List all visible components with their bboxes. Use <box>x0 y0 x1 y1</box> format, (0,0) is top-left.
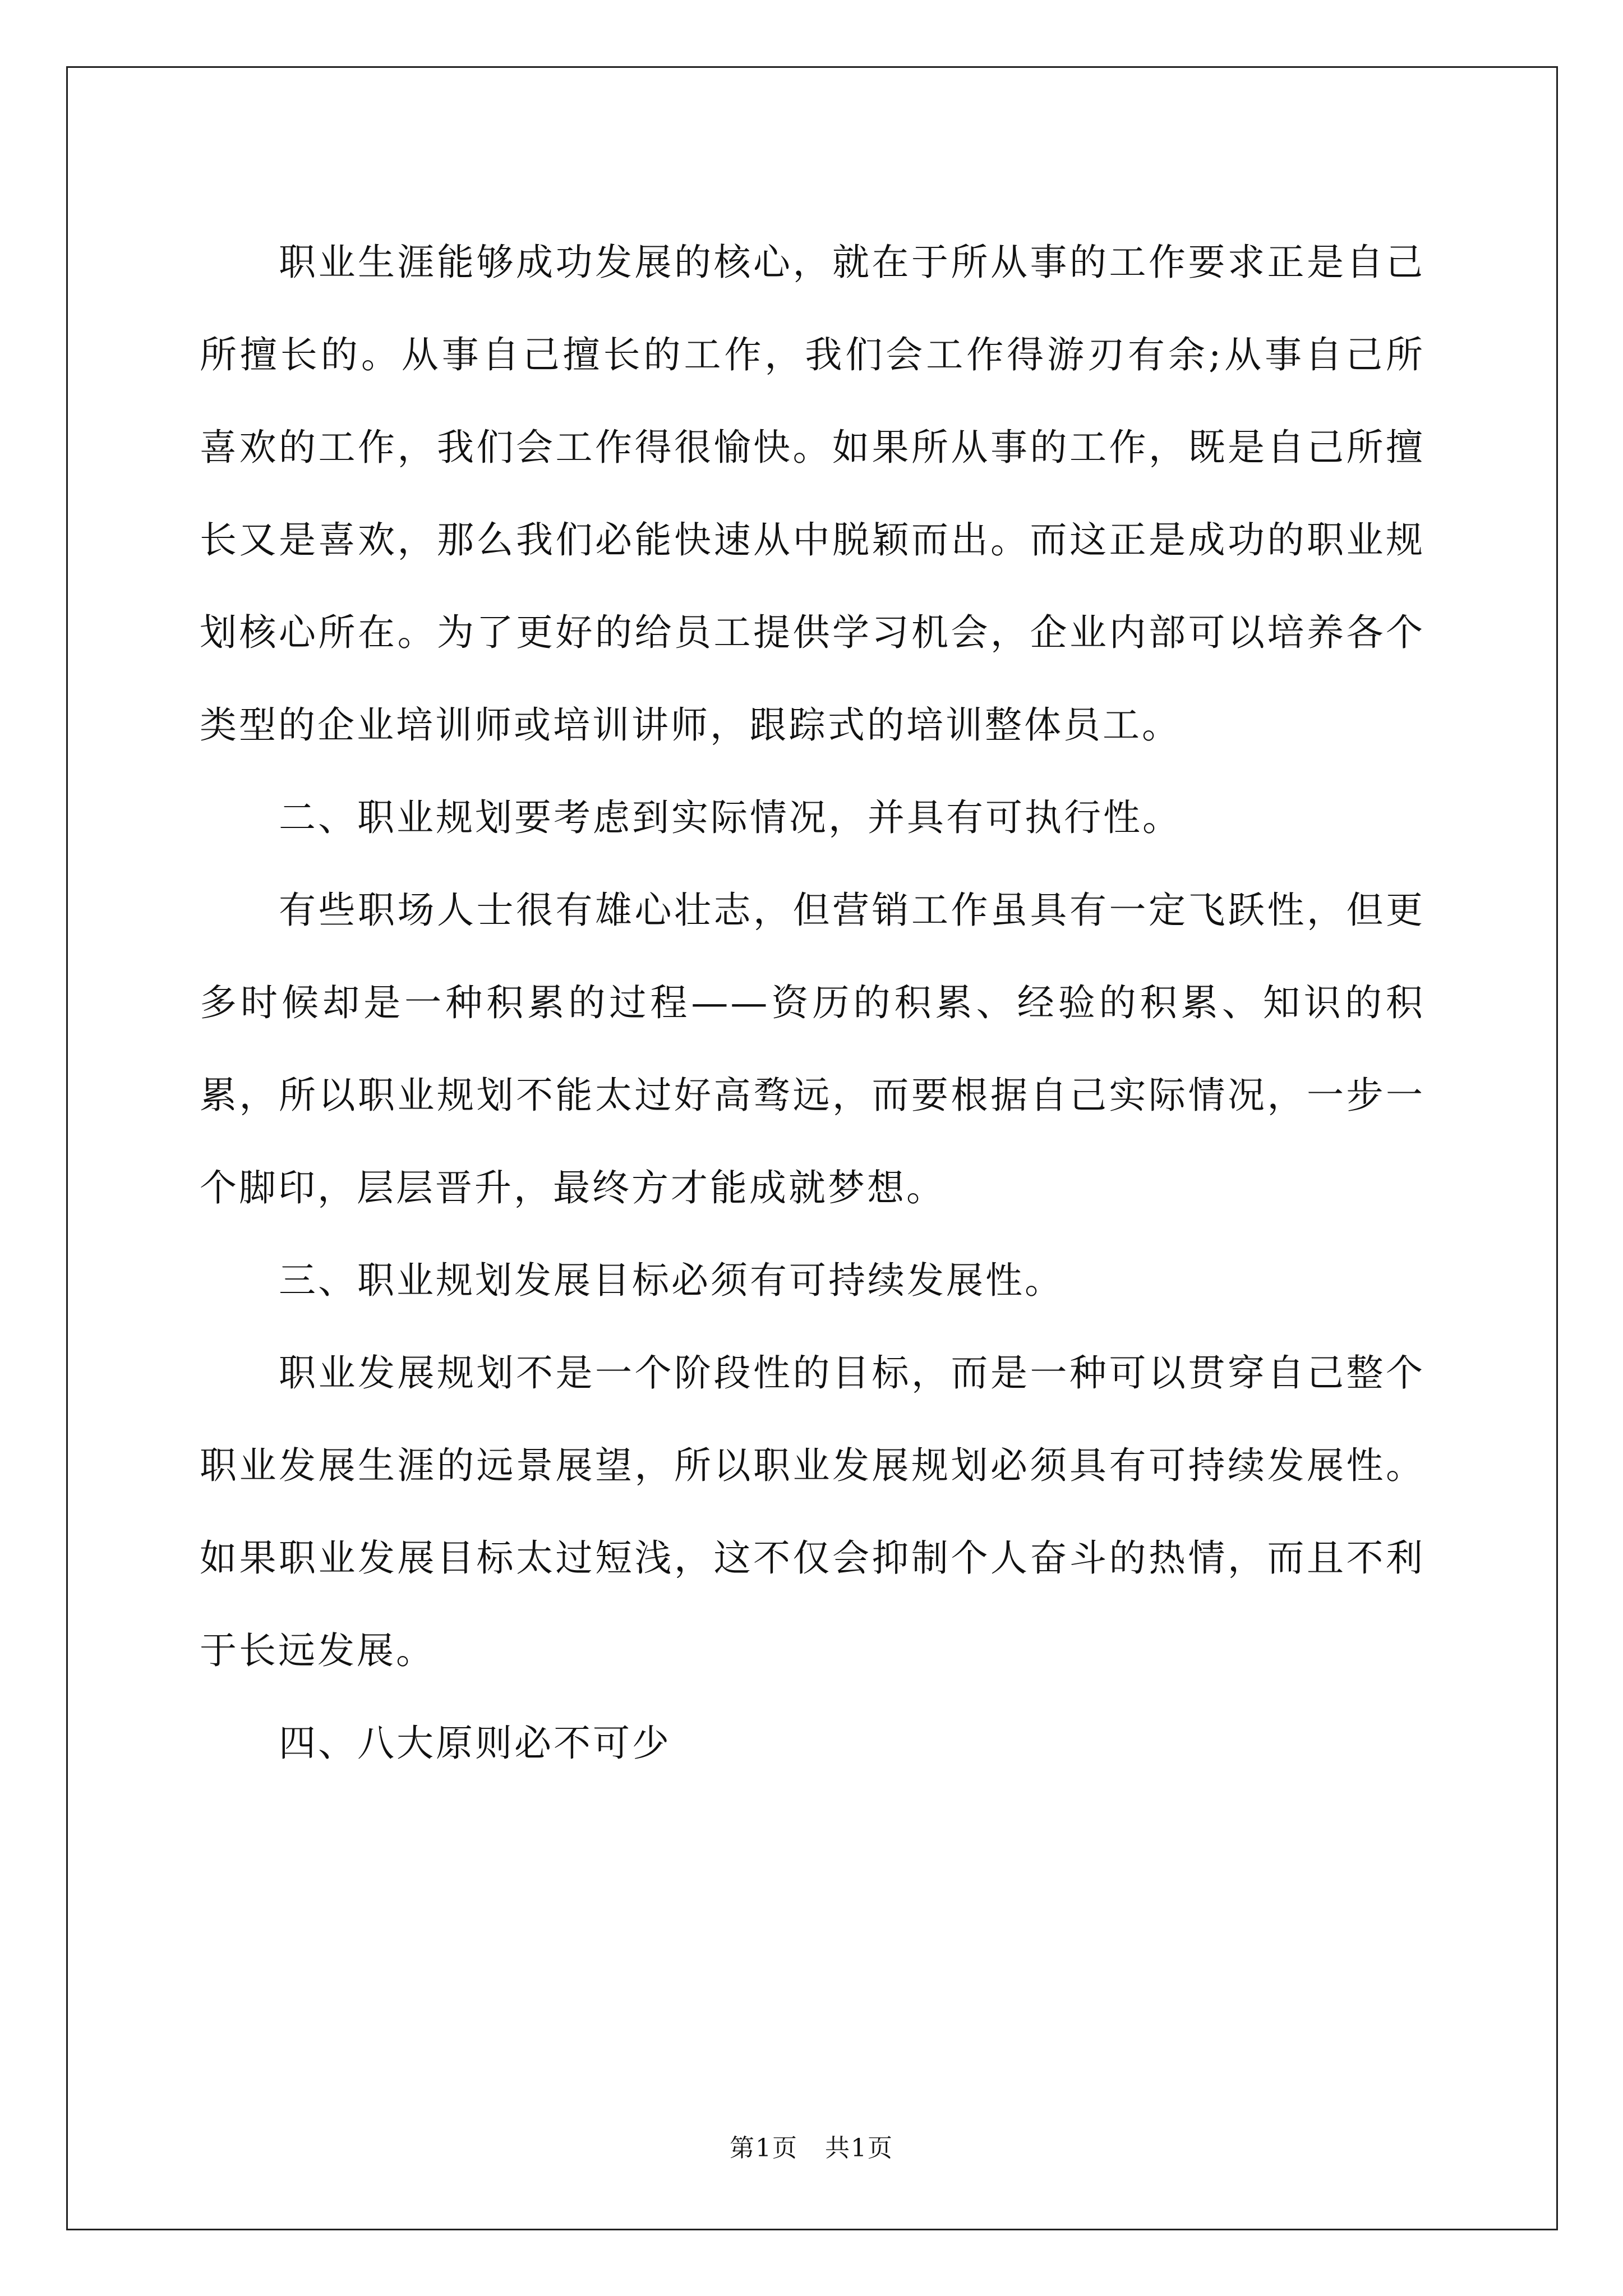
document-body <box>200 216 1425 1789</box>
paragraph-section-2: 有些职场人士很有雄心壮志，但营销工作虽具有一定飞跃性，但更多时候却是一种积累的过程——资历的积累、经验的积累、知识的积累，所以职业规划不能太过好高骛远，而要根据自己实际情况，一步一个脚印，层层晋升，最终方才能成就梦想。 <box>200 889 1425 1209</box>
page-footer <box>0 2132 1623 2165</box>
page-total: 共1页 <box>824 2134 893 2162</box>
page-number: 第1页 <box>730 2134 799 2162</box>
heading-section-4: 四、八大原则必不可少 <box>279 1722 671 1765</box>
paragraph-section-3: 职业发展规划不是一个阶段性的目标，而是一种可以贯穿自己整个职业发展生涯的远景展望，所以职业发展规划必须具有可持续发展性。如果职业发展目标太过短浅，这不仅会抑制个人奋斗的热情，而且不利于长远发展。 <box>200 1351 1425 1672</box>
heading-section-2: 二、职业规划要考虑到实际情况，并具有可执行性。 <box>279 796 1182 839</box>
heading-section-3: 三、职业规划发展目标必须有可持续发展性。 <box>279 1259 1064 1302</box>
paragraph-intro: 职业生涯能够成功发展的核心，就在于所从事的工作要求正是自己所擅长的。从事自己擅长的工作，我们会工作得游刃有余;从事自己所喜欢的工作，我们会工作得很愉快。如果所从事的工作，既是自己所擅长又是喜欢，那么我们必能快速从中脱颖而出。而这正是成功的职业规划核心所在。为了更好的给员工提供学习机会，企业内部可以培养各个类型的企业培训师或培训讲师，跟踪式的培训整体员工。 <box>200 241 1425 747</box>
